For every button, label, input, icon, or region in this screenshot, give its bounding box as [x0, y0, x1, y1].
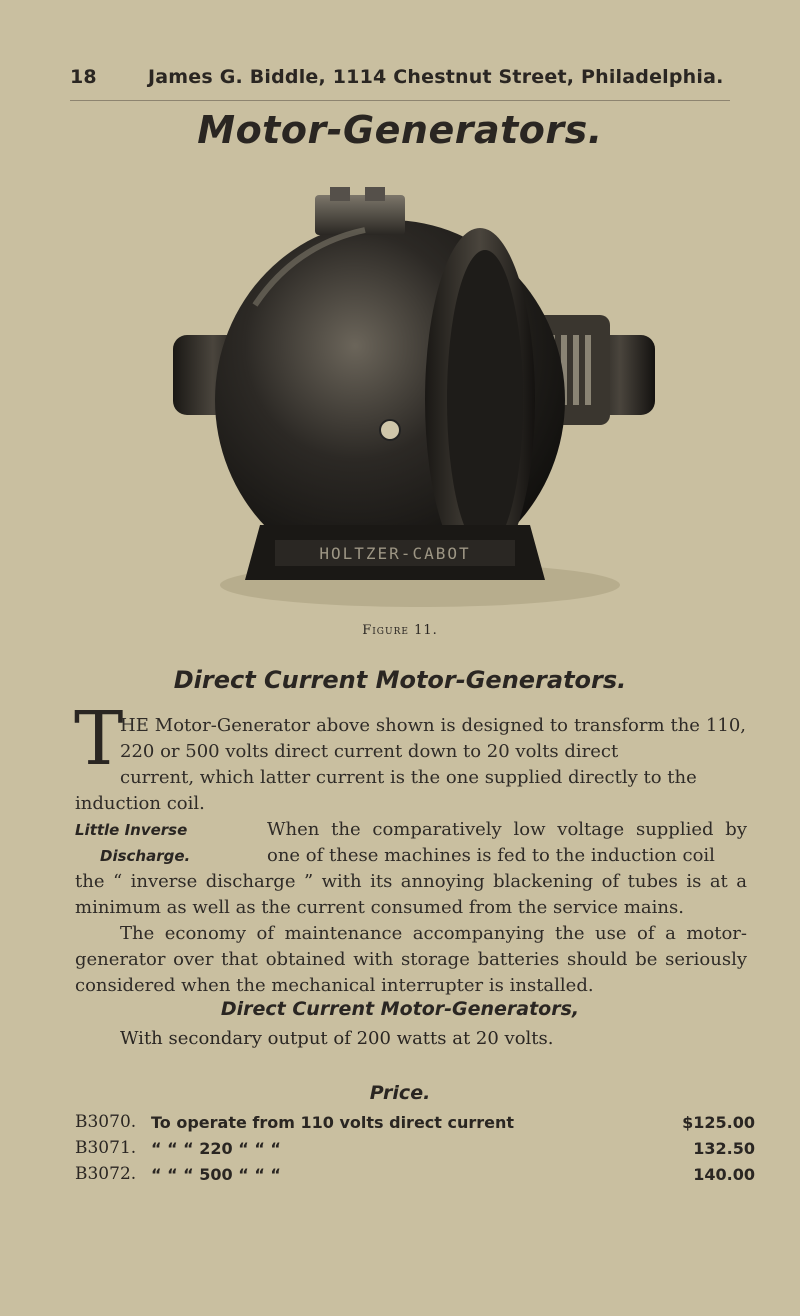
nameplate-text: HOLTZER-CABOT	[319, 544, 471, 563]
row-description: “ “ “ 220 “ “ “	[151, 1139, 281, 1158]
catalog-code: B3070.	[75, 1112, 137, 1132]
section-title: Direct Current Motor-Generators.	[173, 666, 627, 694]
row-description: To operate from 110 volts direct current	[151, 1113, 515, 1132]
sidehead-line-1: Little Inverse	[75, 821, 188, 839]
motor-generator-illustration	[165, 185, 665, 625]
header-rule	[70, 100, 730, 101]
product-title: Direct Current Motor-Generators,	[220, 998, 580, 1020]
table-row	[75, 1164, 755, 1190]
catalog-code: B3072.	[75, 1164, 137, 1184]
page-number: 18	[70, 66, 97, 88]
product-subtitle: With secondary output of 200 watts at 20 volts.	[120, 1028, 554, 1049]
drop-cap: T	[74, 696, 124, 782]
paragraph-inverse-discharge: When the comparatively low voltage supplied by one of these machines is fed to the induction coil	[267, 819, 747, 866]
row-price: 132.50	[693, 1139, 755, 1158]
paragraph-intro-continued: current, which latter current is the one supplied directly to the	[120, 767, 697, 788]
price-header: Price.	[369, 1082, 431, 1104]
paragraph-intro: HE Motor-Generator above shown is designed to transform the 110, 220 or 500 volts direct current down to 20 volts direct	[120, 715, 746, 762]
paragraph-economy: The economy of maintenance accompanying the use of a motor-generator over that obtained with storage batteries should be seriously considered when the mechanical interrupter is installed.	[75, 923, 747, 996]
row-description: “ “ “ 500 “ “ “	[151, 1165, 281, 1184]
row-price: $125.00	[682, 1113, 755, 1132]
paragraph-intro-end: induction coil.	[75, 793, 205, 814]
table-row	[75, 1138, 755, 1164]
page-title: Motor-Generators.	[197, 108, 603, 152]
sidehead-line-2: Discharge.	[100, 847, 191, 865]
row-price: 140.00	[693, 1165, 755, 1184]
table-row	[75, 1112, 755, 1138]
publisher-line: James G. Biddle, 1114 Chestnut Street, Philadelphia.	[148, 66, 724, 88]
paragraph-inverse-discharge-continued: the “ inverse discharge ” with its annoying blackening of tubes is at a minimum as well as the current consumed from the service mains.	[75, 871, 747, 918]
page-header	[70, 66, 730, 88]
motor-generator-drawing	[165, 185, 665, 625]
catalog-code: B3071.	[75, 1138, 137, 1158]
figure-caption: Figure 11.	[362, 623, 438, 638]
